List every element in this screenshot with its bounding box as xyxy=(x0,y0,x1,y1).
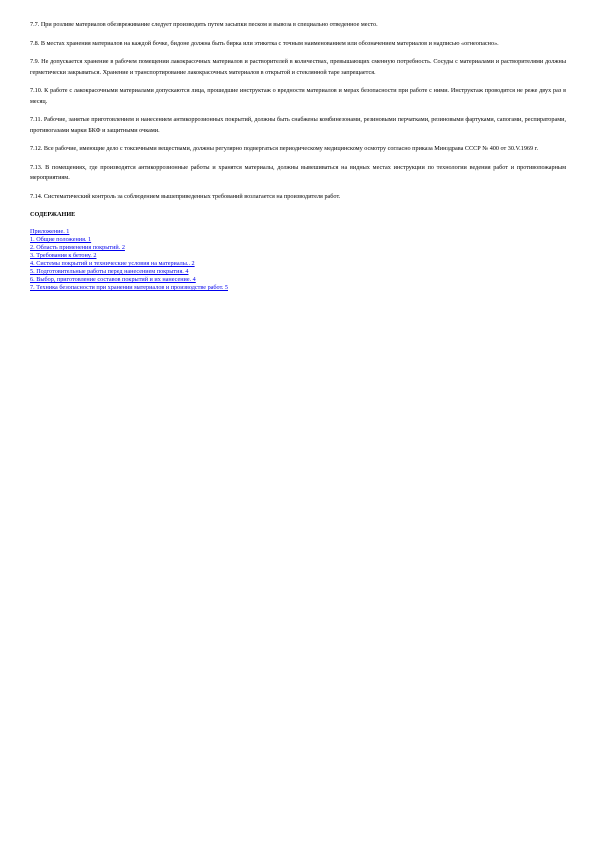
toc-link-section-4[interactable]: 4. Системы покрытий и технические условия на материалы.. 2 xyxy=(30,260,195,267)
paragraph-7-9: 7.9. Не допускается хранение в рабочем помещении лакокрасочных материалов и растворителей в количествах, превышающих сменную потребность. Сосуды с материалами и растворителями должны герметически закрываться. Хранение и транспортирование лакокрасочных материалов в открытой и стеклянной таре запрещается. xyxy=(30,58,566,76)
toc-heading: СОДЕРЖАНИЕ xyxy=(30,211,76,218)
toc-link-section-3[interactable]: 3. Требования к бетону. 2 xyxy=(30,252,97,259)
paragraph-7-14: 7.14. Систематический контроль за соблюдением вышеприведенных требований возлагается на производителя работ. xyxy=(30,192,341,200)
paragraph-7-12: 7.12. Все рабочие, имеющие дело с токсичными веществами, должны регулярно подвергаться периодическому медицинскому осмотру согласно приказа Минздрава СССР № 400 от 30.V.1969 г. xyxy=(30,145,539,152)
toc-item xyxy=(30,268,566,276)
paragraph-7-10: 7.10. К работе с лакокрасочными материалами допускаются лица, прошедшие инструктаж о вредности материалов и мерах безопасности при работе с ними. Инструктаж проводится не реже двух раз в месяц. xyxy=(30,87,566,105)
toc-item xyxy=(30,244,566,252)
toc-link-section-2[interactable]: 2. Область применения покрытий. 2 xyxy=(30,244,125,251)
toc-item xyxy=(30,236,566,244)
toc-item xyxy=(30,284,566,292)
table-of-contents xyxy=(30,228,566,292)
paragraph-7-7: 7.7. При розливе материалов обезвреживание следует производить путем засыпки песком и вывоза в специально отведенное место. xyxy=(30,21,378,28)
toc-link-appendix[interactable]: Приложение. 1 xyxy=(30,228,70,235)
document-page xyxy=(30,20,566,292)
paragraph-7-8: 7.8. В местах хранения материалов на каждой бочке, бидоне должна быть бирка или этикетка с точным наименованием или обозначением материалов и надписью «огнеопасно». xyxy=(30,39,499,47)
toc-item xyxy=(30,260,566,268)
toc-item xyxy=(30,228,566,236)
toc-link-section-5[interactable]: 5. Подготовительные работы перед нанесением покрытия. 4 xyxy=(30,268,189,275)
toc-item xyxy=(30,252,566,260)
paragraph-7-11: 7.11. Рабочие, занятые приготовлением и нанесением антикоррозионных покрытий, должны быть снабжены комбинезонами, резиновыми перчатками, резиновыми фартуками, сапогами, респираторами, противогазами марки БКФ и защитными очками. xyxy=(30,116,566,134)
toc-link-section-1[interactable]: 1. Общие положения. 1 xyxy=(30,236,92,243)
toc-link-section-7[interactable]: 7. Техника безопасности при хранении материалов и производстве работ. 5 xyxy=(30,284,228,291)
paragraph-7-13: 7.13. В помещениях, где производятся антикоррозионные работы и хранятся материалы, должны вывешиваться на видных местах инструкции по технологии ведения работ и противопожарным мероприятиям. xyxy=(30,163,566,181)
toc-item xyxy=(30,276,566,284)
toc-link-section-6[interactable]: 6. Выбор, приготовление составов покрытий и их нанесение. 4 xyxy=(30,276,196,283)
